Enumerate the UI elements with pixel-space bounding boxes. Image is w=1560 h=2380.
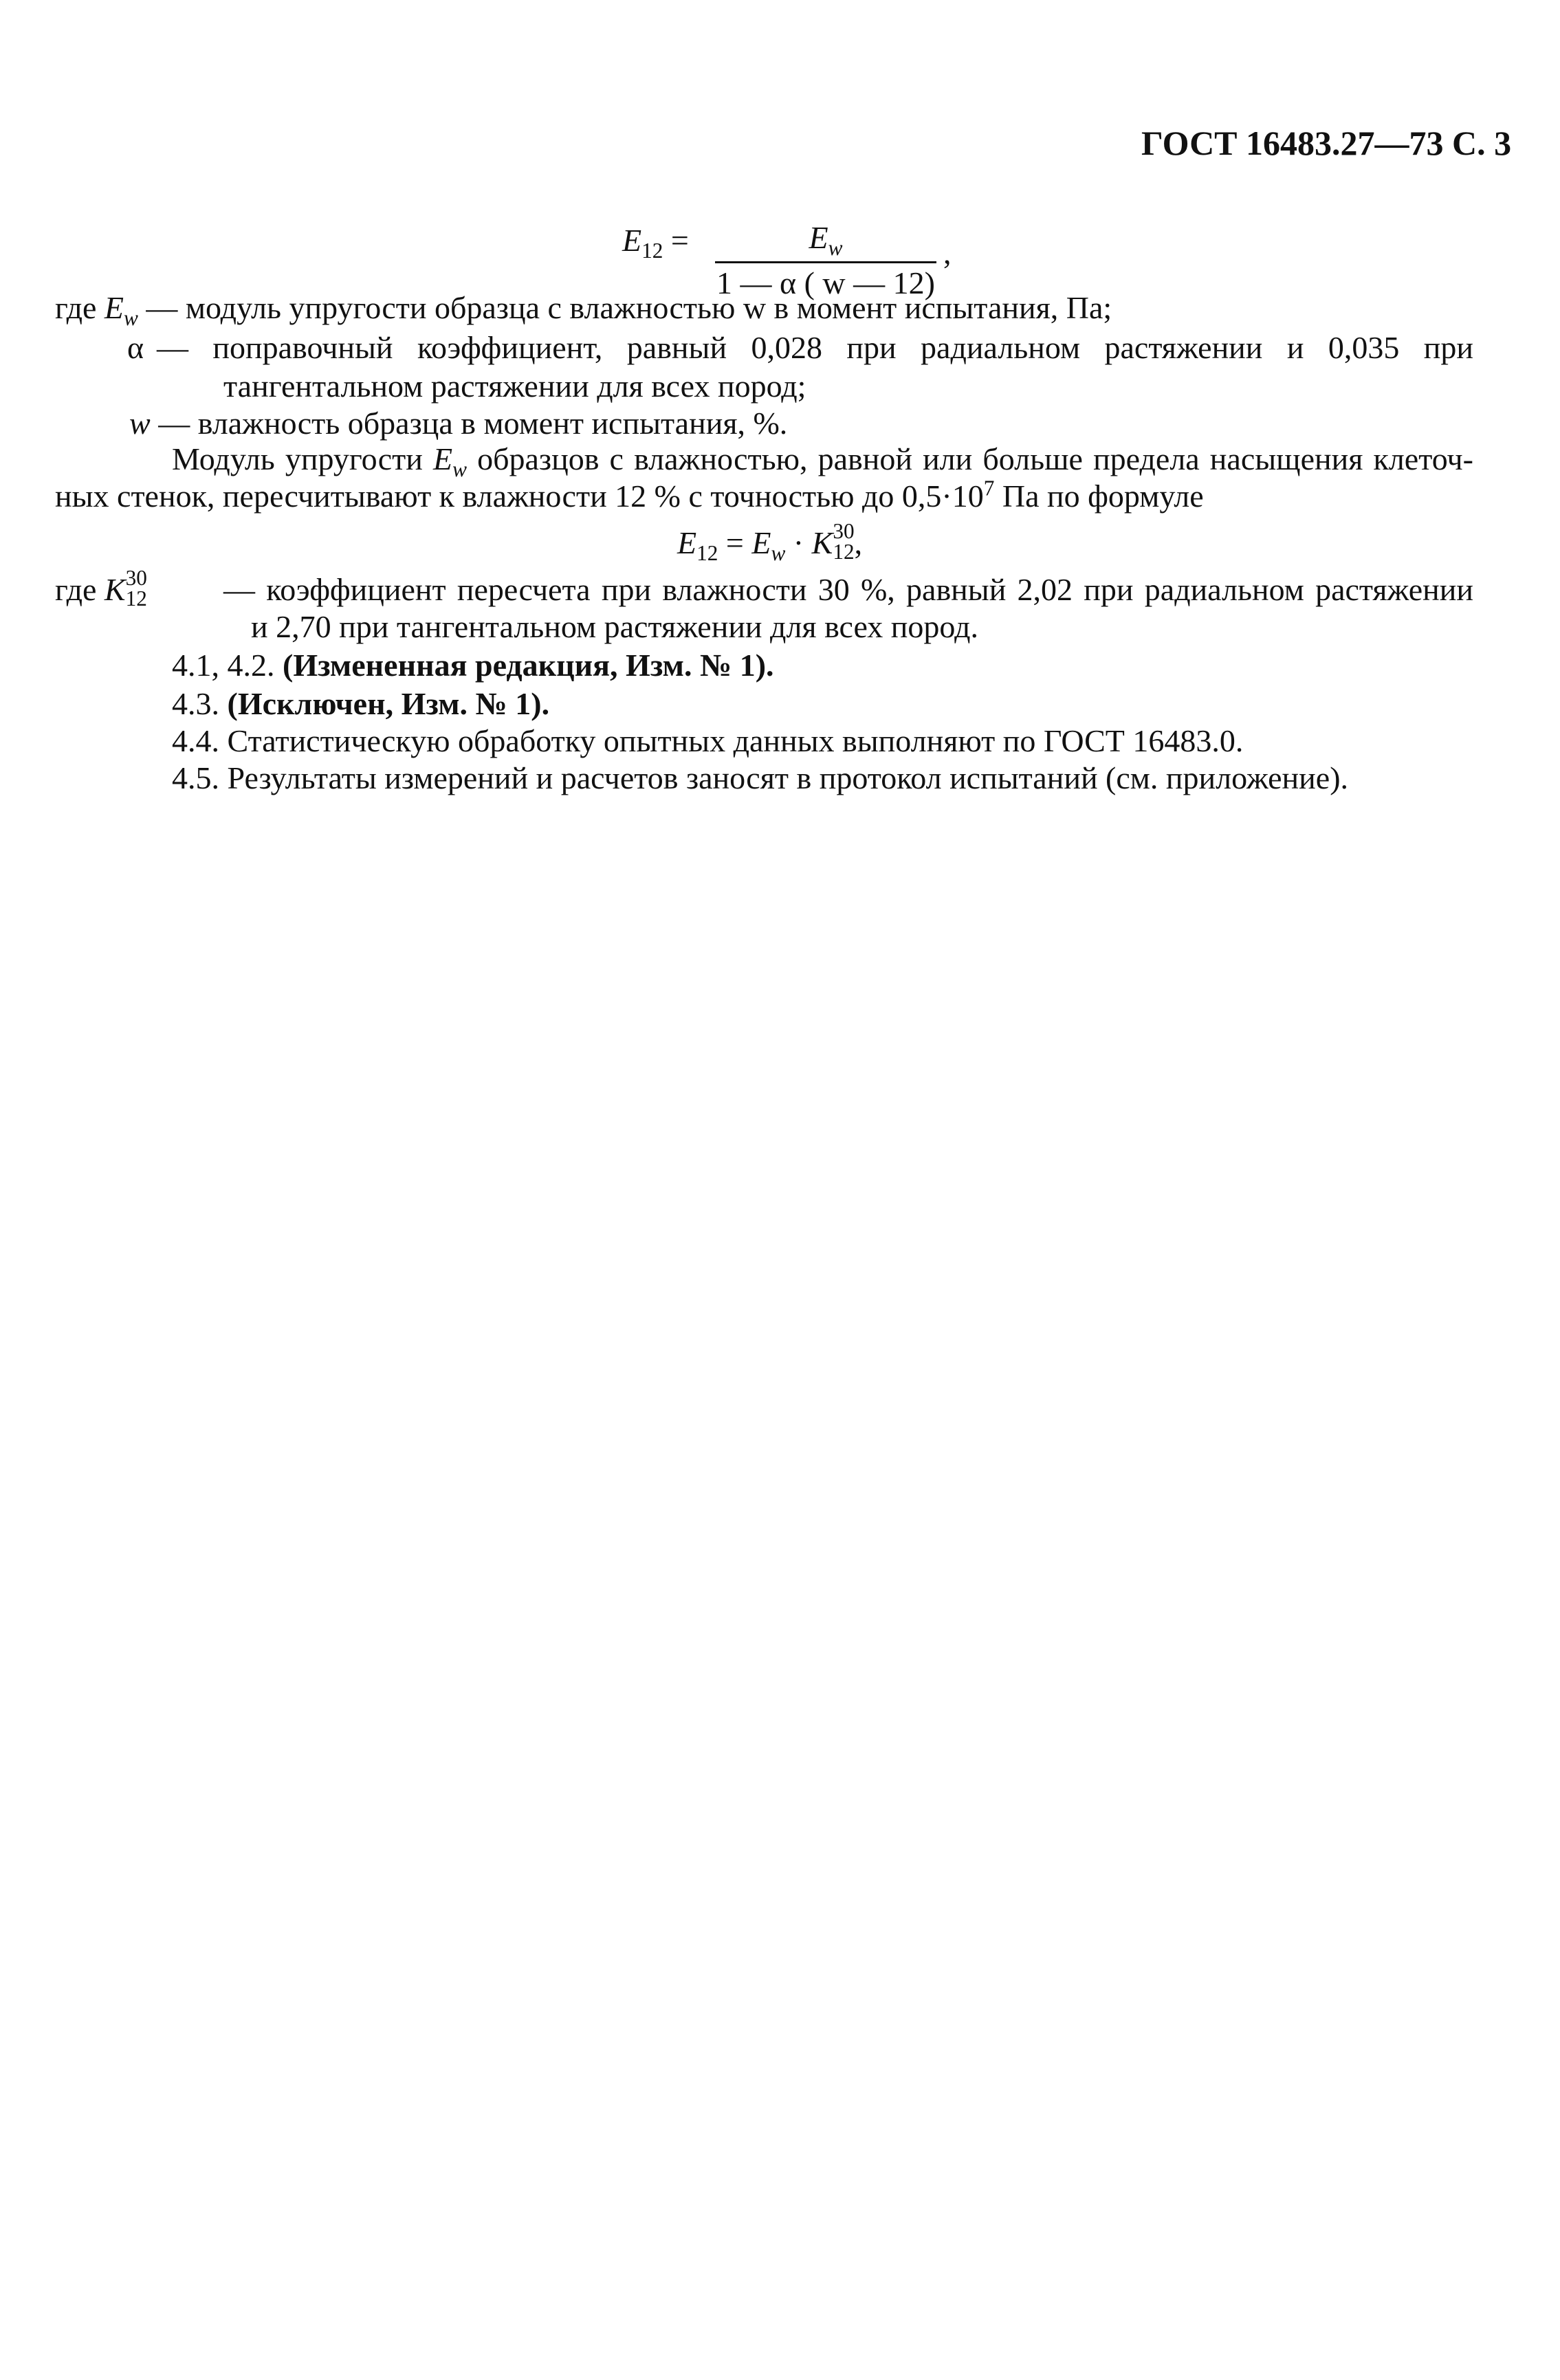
formula-subscript: w — [771, 541, 786, 566]
page-header: ГОСТ 16483.27—73 С. 3 — [1141, 124, 1512, 162]
formula-denominator: 1 — α ( w — 12) — [716, 265, 935, 300]
formula-comma: , — [854, 525, 863, 560]
definition-indices — [125, 566, 147, 611]
formula-subscript: 12 — [641, 239, 663, 263]
clause-text: (Измененная редакция, Изм. № 1). — [283, 648, 774, 683]
paragraph-text: Модуль упругости — [172, 441, 433, 476]
formula-symbol: E — [622, 223, 642, 258]
clause-4-5 — [172, 759, 1348, 797]
paragraph-line1 — [172, 440, 1473, 482]
definition-superscript: 30 — [125, 566, 147, 591]
definition-subscript: 12 — [125, 586, 147, 611]
formula-symbol: E — [809, 220, 828, 255]
definition-symbol: E — [104, 290, 124, 325]
definition-alpha-line1: — поправочный коэффициент, равный 0,028 при радиальном растяжении и 0,035 при — [157, 330, 1473, 365]
paragraph-subscript: w — [452, 457, 467, 482]
paragraph-line2 — [55, 477, 1204, 516]
clause-text: Статистическую обработку опытных данных выполняют по ГОСТ 16483.0. — [227, 723, 1244, 758]
definition-alpha-line2: тангентальном растяжении для всех пород; — [223, 368, 806, 404]
clause-4-1-4-2 — [172, 646, 774, 685]
formula-e12-lhs — [622, 221, 689, 263]
definition-w — [129, 404, 787, 443]
formula-symbol: E — [751, 525, 771, 560]
formula-comma: , — [943, 235, 952, 270]
formula-subscript: 12 — [696, 541, 718, 566]
clause-4-3 — [172, 685, 549, 723]
formula-superscript: 30 — [833, 519, 855, 544]
k-definition-line2: и 2,70 при тангентальном растяжении для всех пород. — [251, 609, 978, 644]
formula-indices — [833, 521, 854, 562]
paragraph-text: ных стенок, пересчитывают к влажности 12 % с точностью до 0,5·10 — [55, 478, 984, 514]
k-definition-symbol — [55, 566, 147, 611]
clause-4-4 — [172, 722, 1243, 760]
definition-text: — влажность образца в момент испытания, %. — [158, 406, 788, 441]
definition-subscript: w — [124, 306, 138, 331]
clause-text: Результаты измерений и расчетов заносят в протокол испытаний (см. приложение). — [227, 760, 1349, 795]
paragraph-superscript: 7 — [983, 476, 995, 500]
formula-numerator — [715, 219, 936, 261]
where-word: где — [55, 290, 97, 325]
formula-equals: = — [718, 525, 752, 560]
k-definition-line1: — коэффициент пересчета при влажности 30 %, равный 2,02 при радиальном растяжении — [223, 572, 1473, 607]
formula-equals: = — [670, 223, 689, 258]
where-word: где — [55, 572, 97, 607]
formula-symbol: E — [677, 525, 697, 560]
definition-ew — [55, 289, 1112, 331]
fraction-bar — [715, 261, 936, 263]
clause-text: (Исключен, Изм. № 1). — [227, 686, 550, 721]
formula-dot: · — [785, 525, 812, 560]
definition-symbol: w — [129, 406, 151, 441]
clause-number: 4.3. — [172, 686, 219, 721]
paragraph-text: образцов с влажностью, равной или больше предела насыщения клеточ- — [466, 441, 1473, 476]
formula-subscript: 12 — [833, 540, 855, 564]
definition-symbol: K — [104, 572, 126, 607]
clause-number: 4.4. — [172, 723, 219, 758]
paragraph-text: Па по формуле — [994, 478, 1204, 514]
definition-text: — модуль упругости образца с влажностью w в момент испытания, Па; — [146, 290, 1112, 325]
clause-number: 4.5. — [172, 760, 219, 795]
formula-symbol: K — [811, 525, 833, 560]
paragraph-symbol: E — [433, 441, 453, 476]
formula-e12-ew-k — [677, 519, 863, 566]
clause-number: 4.1, 4.2. — [172, 648, 275, 683]
definition-alpha-symbol: α — [127, 330, 144, 365]
formula-subscript: w — [828, 236, 843, 261]
